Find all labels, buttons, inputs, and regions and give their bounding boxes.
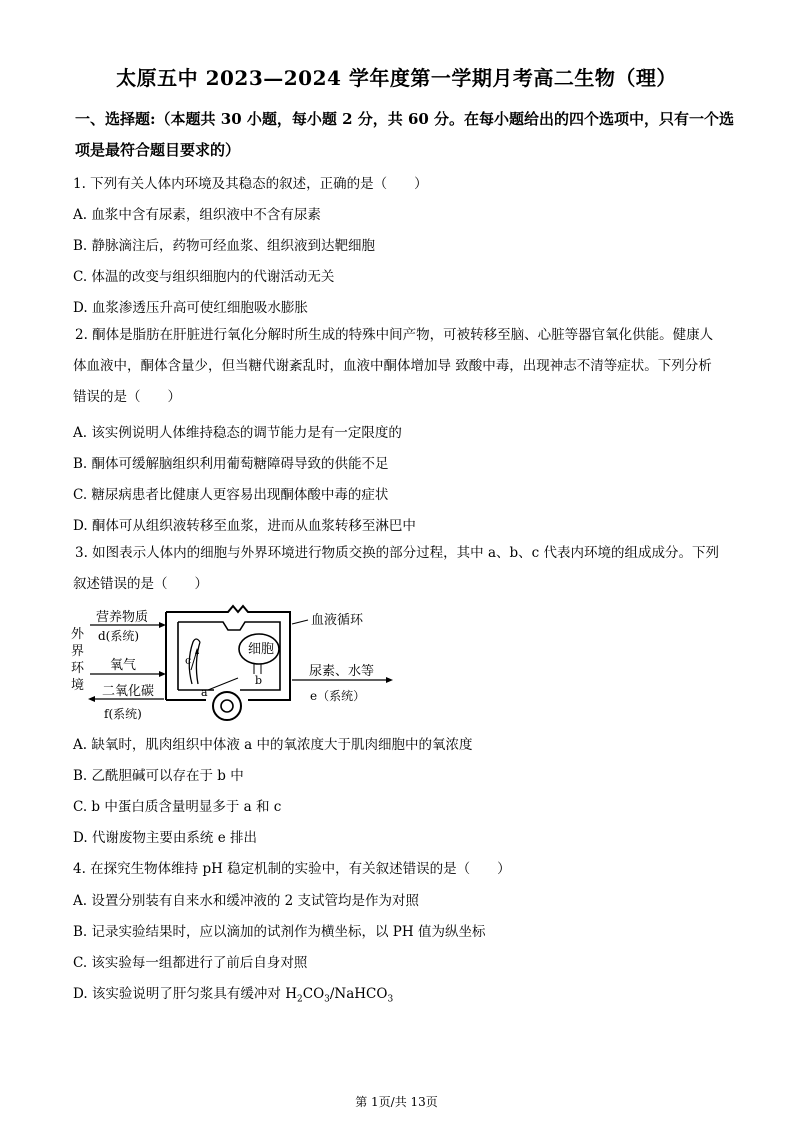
q1-option-a: A. 血浆中含有尿素，组织液中不含有尿素 <box>73 207 321 223</box>
outside-char-1: 外 <box>71 627 85 642</box>
label-b: b <box>255 674 263 687</box>
q2-option-b: B. 酮体可缓解脑组织利用葡萄糖障碍导致的供能不足 <box>73 456 389 472</box>
q3-option-d: D. 代谢废物主要由系统 e 排出 <box>73 830 257 846</box>
outside-char-4: 境 <box>71 678 85 693</box>
q2-stem: 2. 酮体是脂肪在肝脏进行氧化分解时所生成的特殊中间产物，可被转移至脑、心脏等器官氧化供能。健康人体血液中，酮体含量少，但当糖代谢紊乱时，血液中酮体增加导 致酸中毒，出现神志不清等症状。下列分析错误的是（ ） <box>73 327 714 405</box>
q2-option-c: C. 糖尿病患者比健康人更容易出现酮体酸中毒的症状 <box>73 487 389 503</box>
outside-char-2: 界 <box>71 644 85 659</box>
q4-option-a: A. 设置分别装有自来水和缓冲液的 2 支试管均是作为对照 <box>73 893 420 909</box>
q3-option-a: A. 缺氧时，肌肉组织中体液 a 中的氧浓度大于肌肉细胞中的氧浓度 <box>73 737 473 753</box>
outside-char-3: 环 <box>71 661 85 676</box>
label-c: c <box>185 654 192 667</box>
q1-option-c: C. 体温的改变与组织细胞内的代谢活动无关 <box>73 269 335 285</box>
q4-stem: 4. 在探究生物体维持 pH 稳定机制的实验中，有关叙述错误的是（ ） <box>73 861 511 877</box>
q2-option-d: D. 酮体可从组织液转移至血浆，进而从血浆转移至淋巴中 <box>73 518 416 534</box>
page-footer: 第 1页/共 13页 <box>355 1095 438 1109</box>
system-f-label: f(系统) <box>104 707 142 721</box>
q1-option-d: D. 血浆渗透压升高可使红细胞吸水膨胀 <box>73 300 308 316</box>
urea-label: 尿素、水等 <box>309 664 375 679</box>
q1-stem: 1. 下列有关人体内环境及其稳态的叙述，正确的是（ ） <box>73 176 428 192</box>
exchange-diagram <box>68 602 403 725</box>
q3-stem: 3. 如图表示人体内的细胞与外界环境进行物质交换的部分过程，其中 a、b、c 代表内环境的组成成分。下列叙述错误的是（ ） <box>73 545 720 592</box>
q2-option-a: A. 该实例说明人体维持稳态的调节能力是有一定限度的 <box>73 425 402 441</box>
heart-inner-shape <box>221 700 233 712</box>
co2-label: 二氧化碳 <box>102 684 155 699</box>
oxygen-label: 氧气 <box>110 658 137 673</box>
circulation-label: 血液循环 <box>311 613 364 628</box>
label-a: a <box>201 686 208 699</box>
nutrients-label: 营养物质 <box>96 610 149 625</box>
cell-label: 细胞 <box>248 642 275 657</box>
q1-option-b: B. 静脉滴注后，药物可经血浆、组织液到达靶细胞 <box>73 238 376 254</box>
q4-option-d: D. 该实验说明了肝匀浆具有缓冲对 $H_2CO_3/NaHCO_3$ <box>73 986 394 1005</box>
page-title: 太原五中 2023—2024 学年度第一学期月考高二生物（理） <box>116 66 677 90</box>
q3-option-c: C. b 中蛋白质含量明显多于 a 和 c <box>73 799 282 815</box>
q4-option-b: B. 记录实验结果时，应以滴加的试剂作为横坐标，以 PH 值为纵坐标 <box>73 924 486 940</box>
section-heading: 一、选择题:（本题共 30 小题，每小题 2 分，共 60 分。在每小题给出的四个选项中，只有一个选项是最符合题目要求的） <box>75 110 735 159</box>
q3-option-b: B. 乙酰胆碱可以存在于 b 中 <box>73 768 244 784</box>
q4-option-c: C. 该实验每一组都进行了前后自身对照 <box>73 955 308 971</box>
system-e-label: e（系统） <box>310 689 366 703</box>
system-d-label: d(系统) <box>98 629 140 643</box>
